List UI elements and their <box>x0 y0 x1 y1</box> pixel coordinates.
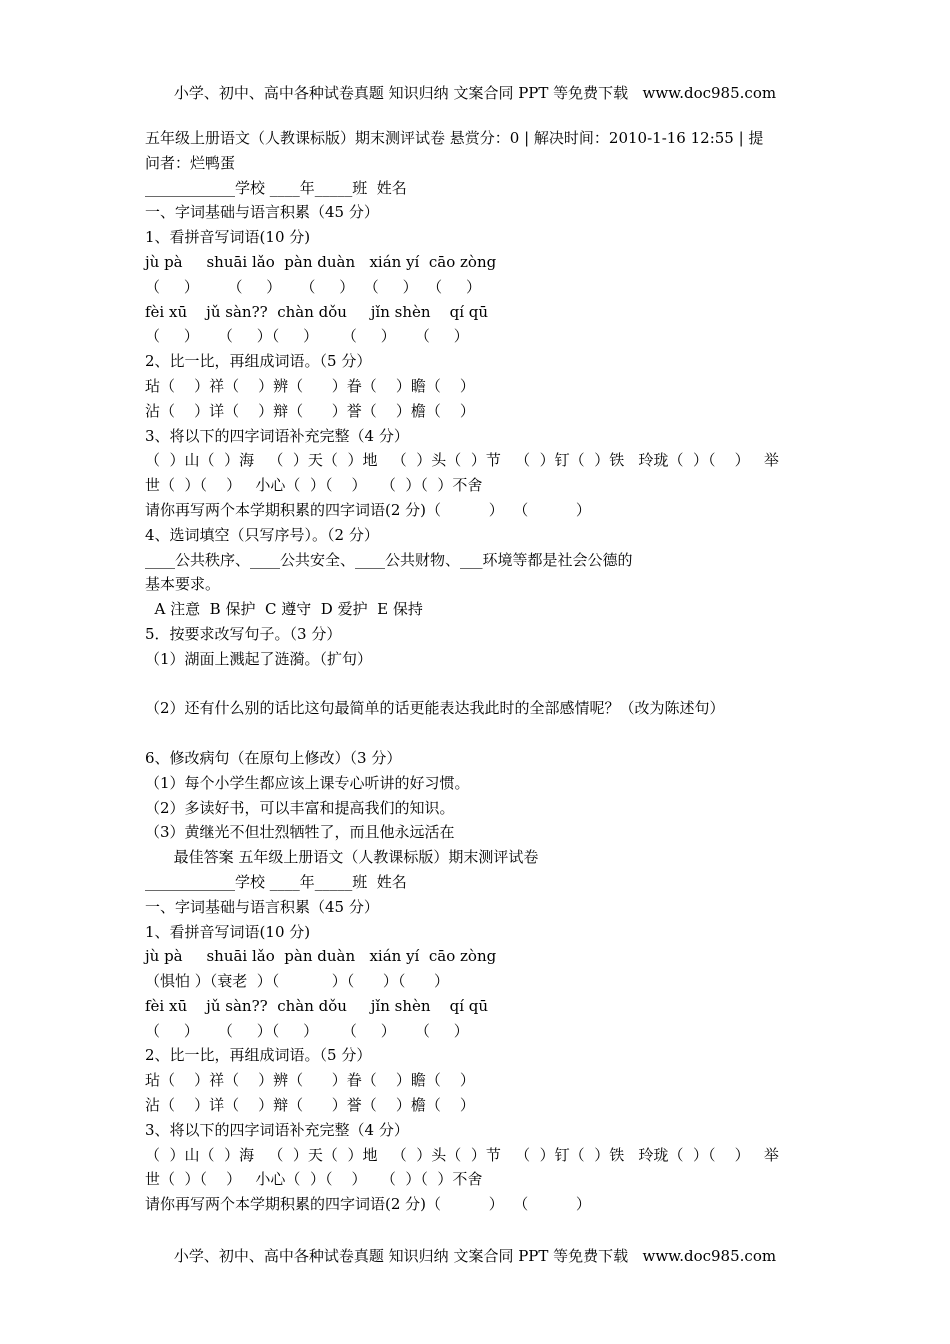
document-line: （ ）山（ ）海 （ ）天（ ）地 （ ）头（ ）节 （ ）钉（ ）铁 玲珑（ ）（ ） 举 <box>145 1145 779 1164</box>
document-line: 1、看拼音写词语(10 分) <box>145 228 311 247</box>
document-line: 五年级上册语文（人教课标版）期末测评试卷 悬赏分：0 | 解决时间：2010-1-16 12:55 | 提 <box>145 129 764 147</box>
document-line: jù pà shuāi lǎo pàn duàn xián yí cāo zòng <box>145 252 497 271</box>
document-line: （2）还有什么别的话比这句最简单的话更能表达我此时的全部感情呢？（改为陈述句） <box>145 699 725 718</box>
document-line <box>145 721 813 746</box>
document-line: 沾（ ）详（ ）辩（ ）誉（ ）檐（ ） <box>145 401 475 420</box>
document-line: jù pà shuāi lǎo pàn duàn xián yí cāo zòng <box>145 947 497 966</box>
document-line: 玷（ ）祥（ ）辨（ ）眷（ ）瞻（ ） <box>145 376 475 395</box>
document-line: 玷（ ）祥（ ）辨（ ）眷（ ）瞻（ ） <box>145 1071 475 1090</box>
document-line: 1、看拼音写词语(10 分) <box>145 922 311 941</box>
document-line: 5．按要求改写句子。（3 分） <box>145 624 342 643</box>
document-line: （ ） （ ） （ ） （ ） （ ） <box>145 277 481 296</box>
document-line: 沾（ ）详（ ）辩（ ）誉（ ）檐（ ） <box>145 1096 475 1115</box>
document-body <box>145 126 813 1217</box>
document-line: ____________学校 ____年_____班 姓名 <box>145 178 407 197</box>
document-line: 世（ ）（ ） 小心（ ）（ ） （ ）（ ）不舍 <box>145 476 483 495</box>
document-line: （ ） （ ）（ ） （ ） （ ） <box>145 1021 469 1040</box>
document-line: （1）湖面上溅起了涟漪。（扩句） <box>145 649 373 668</box>
document-line: （2）多读好书，可以丰富和提高我们的知识。 <box>145 798 455 817</box>
document-line: 基本要求。 <box>145 575 221 594</box>
document-line: 一、字词基础与语言积累（45 分） <box>145 897 379 916</box>
document-line: （惧怕 ）（衰老 ）（ ）（ ）（ ） <box>145 972 449 991</box>
document-line: 3、将以下的四字词语补充完整（4 分） <box>145 1120 409 1139</box>
document-line: 3、将以下的四字词语补充完整（4 分） <box>145 426 409 445</box>
document-line: 6、修改病句（在原句上修改）（3 分） <box>145 748 402 767</box>
document-line: （3）黄继光不但壮烈牺牲了，而且他永远活在 <box>145 823 455 842</box>
page-header: 小学、初中、高中各种试卷真题 知识归纳 文案合同 PPT 等免费下载 www.doc985.com <box>173 84 777 102</box>
document-line: fèi xū jǔ sàn?? chàn dǒu jǐn shèn qí qū <box>145 996 489 1015</box>
document-line: fèi xū jǔ sàn?? chàn dǒu jǐn shèn qí qū <box>145 302 489 321</box>
document-line: （ ）山（ ）海 （ ）天（ ）地 （ ）头（ ）节 （ ）钉（ ）铁 玲珑（ ）（ ） 举 <box>145 451 779 470</box>
document-line <box>145 672 813 697</box>
document-line: 请你再写两个本学期积累的四字词语(2 分)（ ） （ ） <box>145 1195 591 1214</box>
document-line: 2、比一比，再组成词语。（5 分） <box>145 1046 372 1065</box>
document-line: 请你再写两个本学期积累的四字词语(2 分)（ ） （ ） <box>145 500 591 519</box>
document-line: （1）每个小学生都应该上课专心听讲的好习惯。 <box>145 773 470 792</box>
document-line: 4、选词填空（只写序号）。（2 分） <box>145 525 379 544</box>
document-line: 世（ ）（ ） 小心（ ）（ ） （ ）（ ）不舍 <box>145 1170 483 1189</box>
document-line: 2、比一比，再组成词语。（5 分） <box>145 352 372 371</box>
page-footer: 小学、初中、高中各种试卷真题 知识归纳 文案合同 PPT 等免费下载 www.doc985.com <box>173 1247 777 1265</box>
document-line: ____________学校 ____年_____班 姓名 <box>145 872 407 891</box>
document-line: 一、字词基础与语言积累（45 分） <box>145 203 379 222</box>
document-line: ____公共秩序、____公共安全、____公共财物、___环境等都是社会公德的 <box>145 550 633 569</box>
document-line: 问者：烂鸭蛋 <box>145 153 236 172</box>
document-line: A 注意 B 保护 C 遵守 D 爱护 E 保持 <box>145 600 423 619</box>
document-line: 最佳答案 五年级上册语文（人教课标版）期末测评试卷 <box>145 848 539 867</box>
document-line: （ ） （ ）（ ） （ ） （ ） <box>145 327 469 346</box>
